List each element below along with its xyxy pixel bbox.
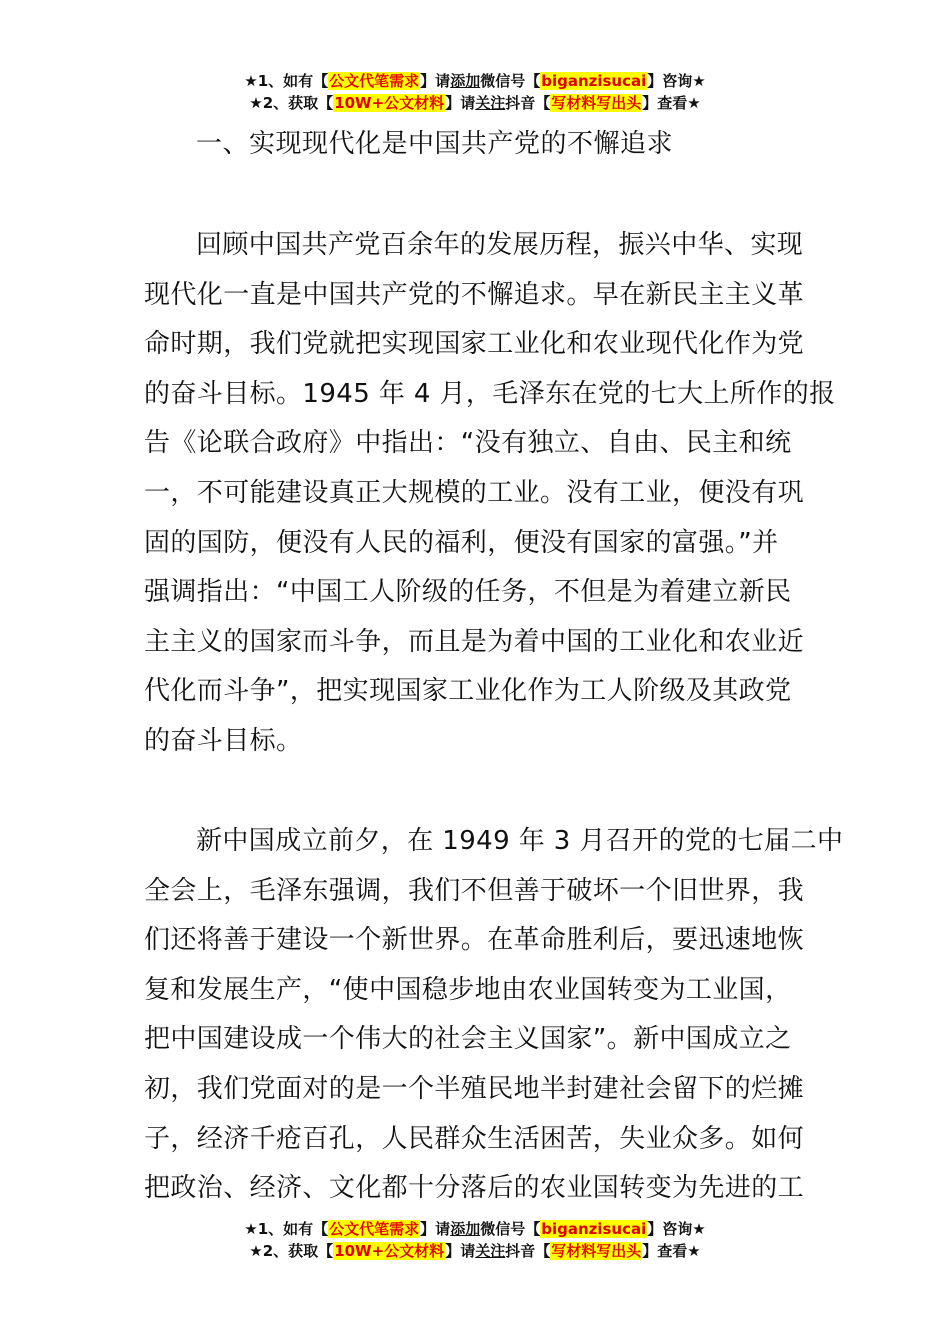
banner-text: 】查看★ [642, 1242, 701, 1260]
banner-text-underlined: 添加 [450, 72, 481, 90]
paragraph-2 [144, 817, 844, 1214]
highlight-materials: 10W+公文材料 [334, 1242, 445, 1260]
paragraph-line: 的奋斗目标。1945 年 4 月，毛泽东在党的七大上所作的报 [144, 378, 836, 409]
header-banner [0, 70, 950, 114]
banner-text: 】请 [420, 72, 451, 90]
banner-text: 微信号【 [480, 72, 541, 90]
paragraph-line: 告《论联合政府》中指出：“没有独立、自由、民主和统 [144, 428, 792, 459]
banner-line-1 [0, 1218, 950, 1240]
highlight-douyin-account: 写材料写出头 [551, 1242, 642, 1260]
paragraph-line: 新中国成立前夕，在 1949 年 3 月召开的党的七届二中 [196, 826, 844, 856]
paragraph-line: 把政治、经济、文化都十分落后的农业国转变为先进的工 [144, 1173, 805, 1204]
paragraph-line: 一，不可能建设真正大规模的工业。没有工业，便没有巩 [144, 477, 805, 508]
paragraph-line: 代化而斗争”，把实现国家工业化作为工人阶级及其政党 [144, 676, 792, 707]
banner-text: 抖音【 [505, 1242, 551, 1260]
banner-text: 】请 [445, 94, 476, 112]
banner-text: 】咨询★ [647, 1220, 706, 1238]
paragraph-1 [144, 221, 836, 767]
paragraph-line: 们还将善于建设一个新世界。在革命胜利后，要迅速地恢 [144, 925, 805, 956]
banner-line-1 [0, 70, 950, 92]
paragraph-line: 命时期，我们党就把实现国家工业化和农业现代化作为党 [144, 329, 805, 360]
highlight-service: 公文代笔需求 [329, 1220, 420, 1238]
section-heading: 一、实现现代化是中国共产党的不懈追求 [196, 129, 674, 159]
banner-text-underlined: 关注 [475, 94, 506, 112]
banner-text: 】请 [445, 1242, 476, 1260]
banner-line-2 [0, 92, 950, 114]
banner-text: 微信号【 [480, 1220, 541, 1238]
banner-text: ★2、获取【 [249, 1242, 334, 1260]
banner-text-underlined: 关注 [475, 1242, 506, 1260]
paragraph-line: 把中国建设成一个伟大的社会主义国家”。新中国成立之 [144, 1024, 792, 1055]
paragraph-line: 全会上，毛泽东强调，我们不但善于破坏一个旧世界，我 [144, 875, 805, 906]
banner-text: ★2、获取【 [249, 94, 334, 112]
paragraph-line: 复和发展生产，“使中国稳步地由农业国转变为工业国， [144, 974, 792, 1005]
paragraph-line: 子，经济千疮百孔，人民群众生活困苦，失业众多。如何 [144, 1123, 805, 1154]
highlight-materials: 10W+公文材料 [334, 94, 445, 112]
banner-text: ★1、如有【 [244, 1220, 329, 1238]
paragraph-line: 回顾中国共产党百余年的发展历程，振兴中华、实现 [196, 230, 804, 260]
banner-text-underlined: 添加 [450, 1220, 481, 1238]
banner-text: 】请 [420, 1220, 451, 1238]
paragraph-line: 初，我们党面对的是一个半殖民地半封建社会留下的烂摊 [144, 1073, 805, 1104]
banner-text: 】咨询★ [647, 72, 706, 90]
paragraph-line: 的奋斗目标。 [144, 725, 303, 756]
banner-text: ★1、如有【 [244, 72, 329, 90]
banner-line-2 [0, 1240, 950, 1262]
highlight-douyin-account: 写材料写出头 [551, 94, 642, 112]
paragraph-line: 主主义的国家而斗争，而且是为着中国的工业化和农业近 [144, 626, 805, 657]
paragraph-line: 固的国防，便没有人民的福利，便没有国家的富强。”并 [144, 527, 779, 558]
banner-text: 抖音【 [505, 94, 551, 112]
banner-text: 】查看★ [642, 94, 701, 112]
highlight-wechat-id: biganzisucai [541, 72, 647, 90]
highlight-wechat-id: biganzisucai [541, 1220, 647, 1238]
footer-banner [0, 1218, 950, 1262]
paragraph-line: 现代化一直是中国共产党的不懈追求。早在新民主主义革 [144, 279, 805, 310]
highlight-service: 公文代笔需求 [329, 72, 420, 90]
paragraph-line: 强调指出：“中国工人阶级的任务，不但是为着建立新民 [144, 577, 792, 608]
